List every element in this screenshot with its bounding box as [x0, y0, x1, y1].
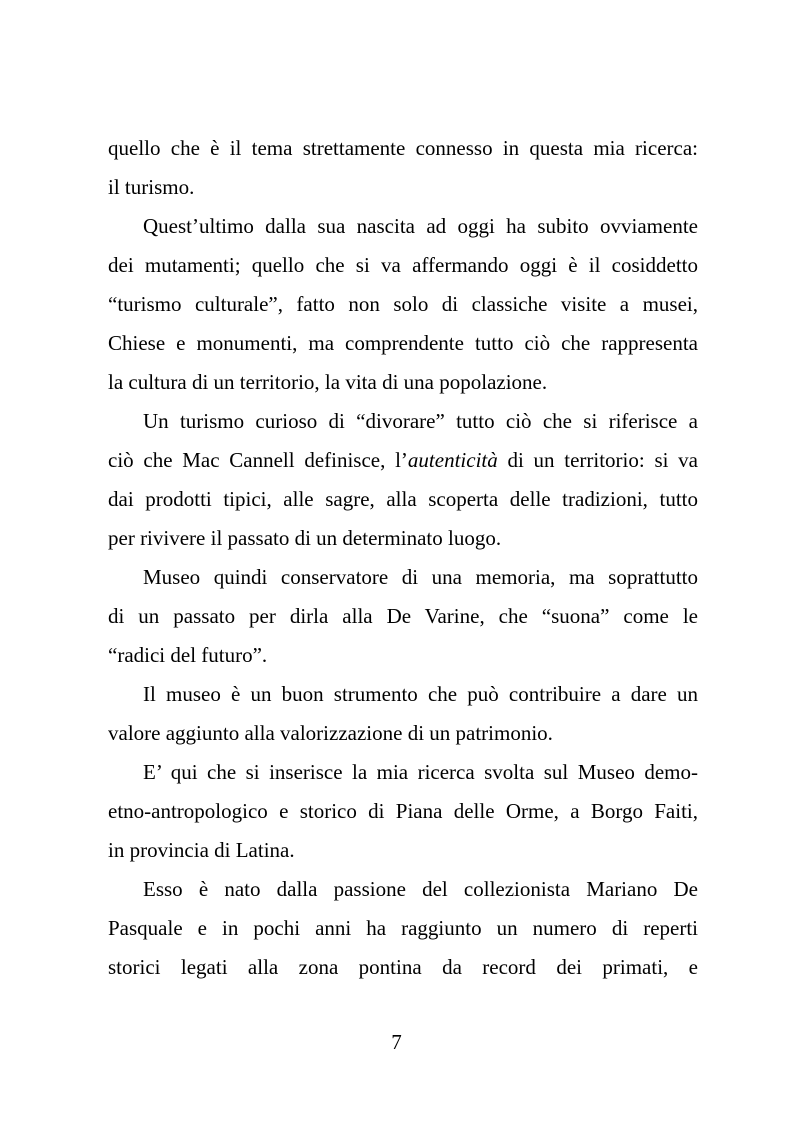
text-line: Pasquale e in pochi anni ha raggiunto un numero di reperti: [108, 916, 698, 940]
text-line: “radici del futuro”.: [108, 643, 268, 667]
text-line: etno-antropologico e storico di Piana delle Orme, a Borgo Faiti,: [108, 799, 698, 823]
text-line: valore aggiunto alla valorizzazione di un patrimonio.: [108, 721, 553, 745]
text-line: dai prodotti tipici, alle sagre, alla scoperta delle tradizioni, tutto: [108, 487, 698, 511]
text-segment: di un territorio: si va: [497, 448, 698, 472]
text-line: Chiese e monumenti, ma comprendente tutto ciò che rappresenta: [108, 331, 698, 355]
text-line: dei mutamenti; quello che si va affermando oggi è il cosiddetto: [108, 253, 698, 277]
text-line: di un passato per dirla alla De Varine, che “suona” come le: [108, 604, 698, 628]
text-line-with-italic: [108, 441, 698, 480]
text-line: Museo quindi conservatore di una memoria, ma soprattutto: [143, 565, 698, 589]
text-segment: ciò che Mac Cannell definisce, l’: [108, 448, 408, 472]
text-line: il turismo.: [108, 175, 195, 199]
text-line: “turismo culturale”, fatto non solo di classiche visite a musei,: [108, 292, 698, 316]
page-number: 7: [391, 1030, 402, 1054]
text-line: per rivivere il passato di un determinato luogo.: [108, 526, 502, 550]
text-line: Esso è nato dalla passione del collezionista Mariano De: [143, 877, 698, 901]
page-body: [108, 129, 698, 987]
text-line: Quest’ultimo dalla sua nascita ad oggi ha subito ovviamente: [143, 214, 698, 238]
italic-term: autenticità: [407, 448, 498, 472]
text-line: in provincia di Latina.: [108, 838, 295, 862]
text-line: la cultura di un territorio, la vita di una popolazione.: [108, 370, 548, 394]
text-line: Un turismo curioso di “divorare” tutto ciò che si riferisce a: [143, 409, 698, 433]
text-line: E’ qui che si inserisce la mia ricerca svolta sul Museo demo-: [143, 760, 698, 784]
text-line: storici legati alla zona pontina da record dei primati, e: [108, 955, 698, 979]
text-line: quello che è il tema strettamente connesso in questa mia ricerca:: [108, 136, 698, 160]
text-line: Il museo è un buon strumento che può contribuire a dare un: [143, 682, 698, 706]
